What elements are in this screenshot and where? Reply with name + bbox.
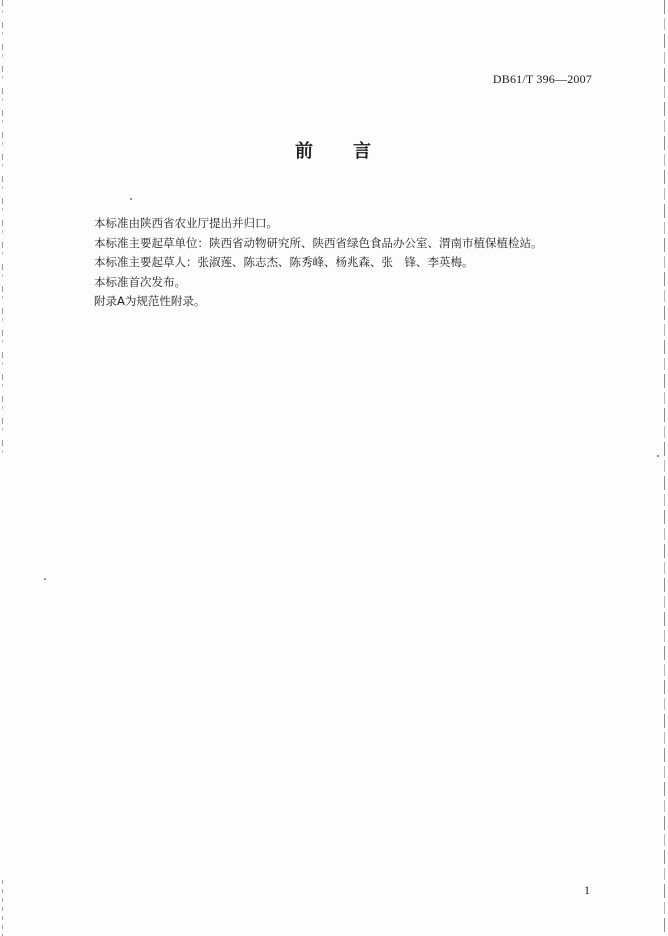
scan-speck — [657, 455, 659, 457]
scan-speck — [44, 578, 46, 580]
page-title — [0, 137, 668, 163]
title-part-1: 前 — [295, 141, 315, 162]
foreword-line: 本标准主要起草单位：陕西省动物研究所、陕西省绿色食品办公室、渭南市植保植检站。 — [94, 235, 543, 250]
scan-edge-left-lower — [2, 880, 3, 936]
foreword-line: 本标准主要起草人：张淑莲、陈志杰、陈秀峰、杨兆森、张 锋、李英梅。 — [94, 255, 474, 269]
standard-code: DB61/T 396—2007 — [492, 72, 592, 86]
foreword-line: 本标准首次发布。 — [94, 274, 186, 289]
scan-speck — [130, 198, 132, 200]
foreword-body — [94, 214, 594, 312]
foreword-line: 本标准由陕西省农业厅提出并归口。 — [94, 216, 278, 230]
page-number: 1 — [584, 883, 590, 897]
title-part-2: 言 — [353, 141, 373, 162]
scan-edge-left — [2, 0, 3, 460]
foreword-line: 附录A为规范性附录。 — [94, 294, 206, 308]
